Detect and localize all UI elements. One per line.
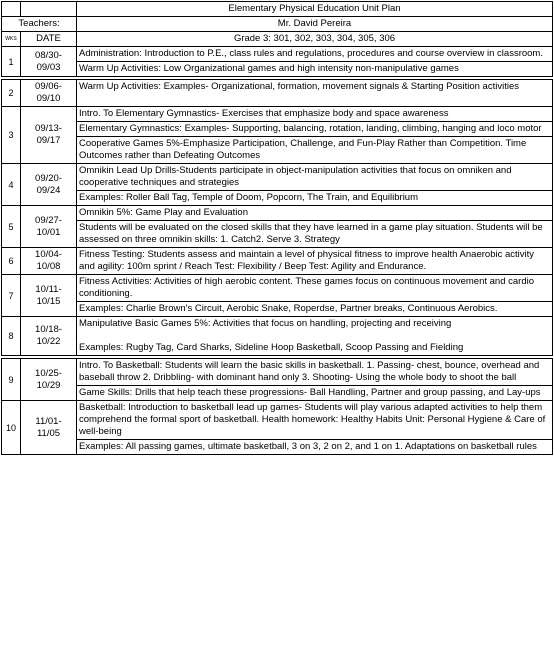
column-header-row (2, 32, 553, 47)
date-header: DATE (21, 32, 77, 47)
table-row (2, 317, 553, 356)
teachers-row (2, 17, 553, 32)
table-row (2, 191, 553, 206)
activity-cell: Manipulative Basic Games 5%: Activities that focus on handling, projecting and receiving Examples: Rugby Tag, Card Sharks, Sideline Hoop Basketball, Scoop Passing and Fielding (77, 317, 553, 356)
table-row (2, 164, 553, 191)
week-number: 6 (2, 248, 21, 275)
table-row (2, 80, 553, 107)
unit-plan-table (1, 1, 553, 455)
week-number: 4 (2, 164, 21, 206)
table-row (2, 275, 553, 302)
table-row (2, 401, 553, 440)
week-number: 9 (2, 359, 21, 401)
table-row (2, 47, 553, 62)
activity-cell: Game Skills: Drills that help teach these progressions- Ball Handling, Partner and group passing, and Lay-ups (77, 386, 553, 401)
week-date: 10/04- 10/08 (21, 248, 77, 275)
week-number: 1 (2, 47, 21, 77)
week-number: 8 (2, 317, 21, 356)
title-row (2, 2, 553, 17)
grade-line: Grade 3: 301, 302, 303, 304, 305, 306 (77, 32, 553, 47)
activity-cell: Elementary Gymnastics: Examples- Supporting, balancing, rotation, landing, climbing, hanging and loco motor (77, 122, 553, 137)
table-row (2, 440, 553, 455)
week-date: 10/11- 10/15 (21, 275, 77, 317)
table-row (2, 122, 553, 137)
activity-cell: Warm Up Activities: Low Organizational games and high intensity non-manipulative games (77, 62, 553, 77)
activity-cell: Examples: Roller Ball Tag, Temple of Doom, Popcorn, The Train, and Equilibrium (77, 191, 553, 206)
table-row (2, 107, 553, 122)
activity-cell: Intro. To Basketball: Students will learn the basic skills in basketball. 1. Passing- chest, bounce, overhead and baseball throw 2. Dribbling- with dominant hand only 3. Shooting- Using the whole body to shoot the ball (77, 359, 553, 386)
week-date: 09/06- 09/10 (21, 80, 77, 107)
activity-cell: Omnikin Lead Up Drills-Students participate in object-manipulation activities that focus on omniken and cooperative techniques and strategies (77, 164, 553, 191)
activity-cell: Omnikin 5%: Game Play and Evaluation (77, 206, 553, 221)
table-row (2, 62, 553, 77)
teachers-label: Teachers: (2, 17, 77, 32)
week-number: 5 (2, 206, 21, 248)
teacher-name: Mr. David Pereira (77, 17, 553, 32)
week-date: 10/25- 10/29 (21, 359, 77, 401)
activity-cell: Basketball: Introduction to basketball lead up games- Students will play various adapted activities to help them comprehend the formal sport of basketball. Health homework: Healthy Habits Unit: Personal Hygiene & Care of well-being (77, 401, 553, 440)
activity-cell: Fitness Testing: Students assess and maintain a level of physical fitness to improve health Anaerobic activity and agility: 100m sprint / Reach Test: Flexibility / Beep Test: Agility and Endurance. (77, 248, 553, 275)
wks-header: WKS (2, 32, 21, 47)
table-row (2, 137, 553, 164)
week-number: 7 (2, 275, 21, 317)
week-date: 08/30- 09/03 (21, 47, 77, 77)
week-number: 2 (2, 80, 21, 107)
table-row (2, 248, 553, 275)
week-date: 09/27- 10/01 (21, 206, 77, 248)
activity-cell: Fitness Activities: Activities of high aerobic content. These games focus on continuous movement and cardio conditioning. (77, 275, 553, 302)
week-date: 10/18- 10/22 (21, 317, 77, 356)
blank-cell (21, 2, 77, 17)
table-row (2, 221, 553, 248)
blank-cell (2, 2, 21, 17)
week-number: 10 (2, 401, 21, 455)
activity-cell: Examples: All passing games, ultimate basketball, 3 on 3, 2 on 2, and 1 on 1. Adaptations on basketball rules (77, 440, 553, 455)
week-date: 09/13- 09/17 (21, 107, 77, 164)
week-number: 3 (2, 107, 21, 164)
activity-cell: Cooperative Games 5%-Emphasize Participation, Challenge, and Fun-Play Rather than Competition. Time Outcomes rather than Defeating Outcomes (77, 137, 553, 164)
table-row (2, 302, 553, 317)
activity-cell: Warm Up Activities: Examples- Organizational, formation, movement signals & Starting Position activities (77, 80, 553, 107)
table-row (2, 206, 553, 221)
page-title: Elementary Physical Education Unit Plan (77, 2, 553, 17)
table-row (2, 359, 553, 386)
activity-cell: Examples: Charlie Brown's Circuit, Aerobic Snake, Roperdse, Partner breaks, Continuous Aerobics. (77, 302, 553, 317)
activity-cell: Students will be evaluated on the closed skills that they have learned in a game play situation. Students will be assessed on three omnikin skills: 1. Catch2. Serve 3. Strategy (77, 221, 553, 248)
week-date: 09/20- 09/24 (21, 164, 77, 206)
activity-cell: Intro. To Elementary Gymnastics- Exercises that emphasize body and space awareness (77, 107, 553, 122)
table-row (2, 386, 553, 401)
week-date: 11/01- 11/05 (21, 401, 77, 455)
activity-cell: Administration: Introduction to P.E., class rules and regulations, procedures and course overview in classroom. (77, 47, 553, 62)
